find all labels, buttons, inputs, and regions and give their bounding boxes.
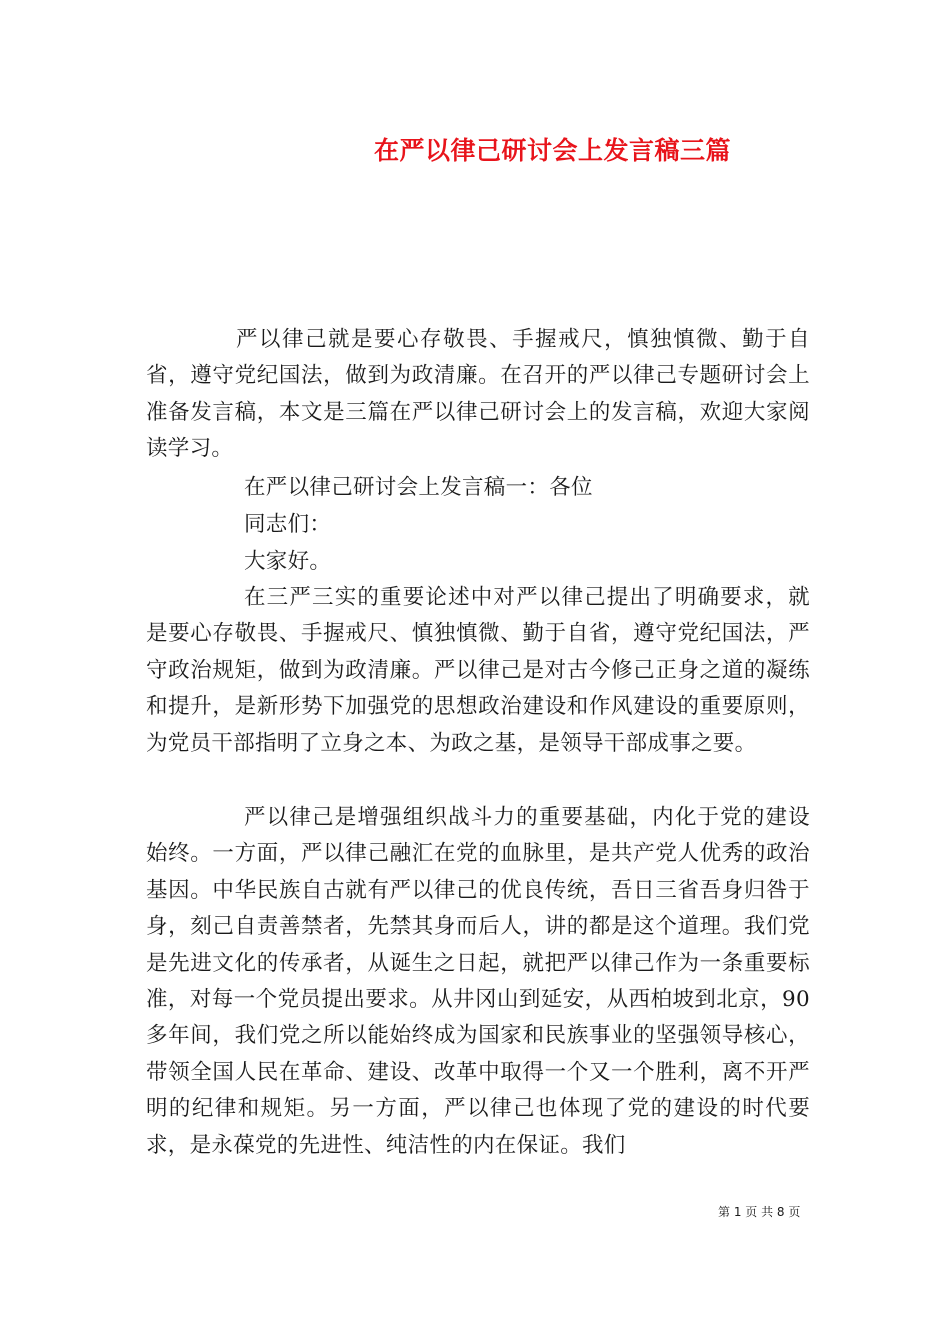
document-title: 在严以律己研讨会上发言稿三篇: [374, 136, 732, 165]
salutation-block: [146, 470, 810, 580]
intro-paragraph: 严以律己就是要心存敬畏、手握戒尺，慎独慎微、勤于自省，遵守党纪国法，做到为政清廉。在召开的严以律己专题研讨会上准备发言稿，本文是三篇在严以律己研讨会上的发言稿，欢迎大家阅读学习。: [146, 327, 810, 462]
salutation-greeting: 大家好。: [244, 548, 332, 574]
page-number-footer: 第 1 页 共 8 页: [718, 1205, 801, 1219]
speech-heading: 在严以律己研讨会上发言稿一：各位: [244, 475, 593, 500]
body-paragraph: 在三严三实的重要论述中对严以律己提出了明确要求，就是要心存敬畏、手握戒尺、慎独慎微、勤于自省，遵守党纪国法，严守政治规矩，做到为政清廉。严以律己是对古今修己正身之道的凝练和提升，是新形势下加强党的思想政治建设和作风建设的重要原则，为党员干部指明了立身之本、为政之基，是领导干部成事之要。: [146, 585, 810, 756]
body-paragraph: 严以律己是增强组织战斗力的重要基础，内化于党的建设始终。一方面，严以律己融汇在党的血脉里，是共产党人优秀的政治基因。中华民族自古就有严以律己的优良传统，吾日三省吾身归咎于身，刻己自责善禁者，先禁其身而后人，讲的都是这个道理。我们党是先进文化的传承者，从诞生之日起，就把严以律己作为一条重要标准，对每一个党员提出要求。从井冈山到延安，从西柏坡到北京，90多年间，我们党之所以能始终成为国家和民族事业的坚强领导核心，带领全国人民在革命、建设、改革中取得一个又一个胜利，离不开严明的纪律和规矩。另一方面，严以律己也体现了党的建设的时代要求，是永葆党的先进性、纯洁性的内在保证。我们: [146, 805, 810, 1158]
salutation-comrades: 同志们：: [244, 511, 332, 537]
